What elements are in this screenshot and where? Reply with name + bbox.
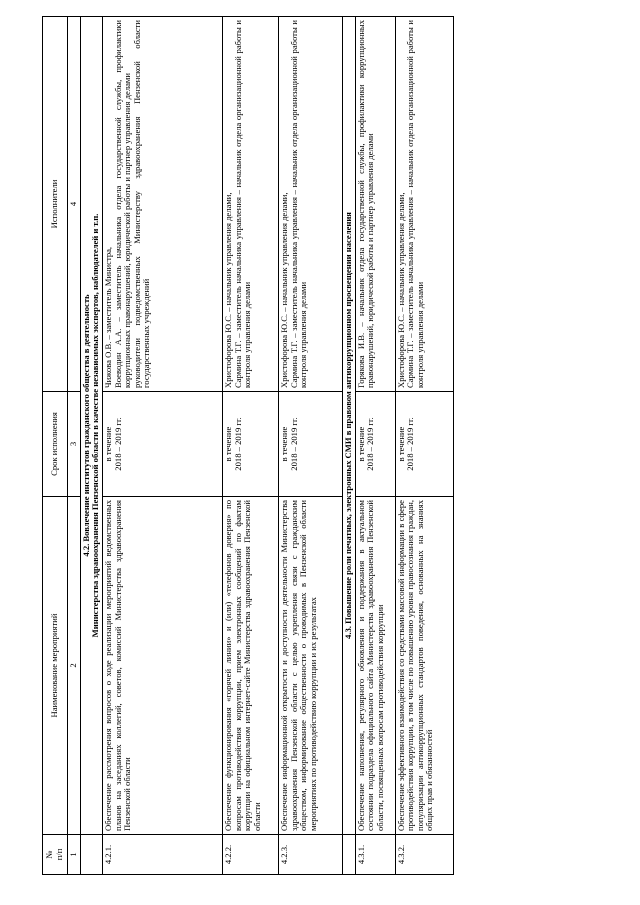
table-row <box>222 17 278 875</box>
table-row <box>395 17 453 875</box>
row-num: 4.3.2. <box>395 835 453 875</box>
section-cell-blank <box>342 835 355 875</box>
section-row-4-2 <box>80 17 102 875</box>
header-name: Наименование мероприятий <box>43 497 68 835</box>
row-num: 4.2.3. <box>278 835 342 875</box>
colnum-4: 4 <box>68 17 81 392</box>
row-exec: Христофорова Ю.С. – начальник управления делами, Сармина Т.Г. – заместитель начальника управления – начальник отдела организационной работы и контроля управления делами <box>222 17 278 392</box>
row-name: Обеспечение функционирования «горячей линии» и (или) «телефонов доверия» по вопросам противодействия коррупции, прием электронных сообщений по фактам коррупции на официальном интернет-сайте Министерства здравоохранения Пензенской области <box>222 497 278 835</box>
row-name: Обеспечение рассмотрения вопросов о ходе реализации мероприятий ведомственных планов на заседаниях коллегий, советов, комиссий Министерства здравоохранения Пензенской области <box>102 497 222 835</box>
row-exec: Христофорова Ю.С. – начальник управления делами, Сармина Т.Г. – заместитель начальника управления – начальник отдела организационной работы и контроля управления делами <box>278 17 342 392</box>
row-term: в течение 2018 – 2019 гг. <box>102 392 222 497</box>
row-exec: Горякова И.В. – начальник отдела государственной службы, профилактики коррупционных правонарушений, юридической работы и партнер управления делами <box>355 17 395 392</box>
row-name: Обеспечение эффективного взаимодействия со средствами массовой информации в сфере противодействия коррупции, в том числе по повышению уровня правосознания граждан, популяризации антикоррупционных стандартов поведения, основанных на знаниях общих прав и обязанностей <box>395 497 453 835</box>
table-row <box>355 17 395 875</box>
row-exec: Чижова О.В. – заместитель Министра, Воеводин А.А. – заместитель начальника отдела государственной службы, профилактики коррупционных правонарушений, юридической работы и партнер управления делами руководители подведомственных Министерству здравоохранения Пензенской области государственных учреждений <box>102 17 222 392</box>
row-num: 4.2.1. <box>102 835 222 875</box>
row-exec: Христофорова Ю.С. – начальник управления делами, Сармина Т.Г. – заместитель начальника управления – начальник отдела организационной работы и контроля управления делами <box>395 17 453 392</box>
header-num: № п/п <box>43 835 68 875</box>
colnum-1: 1 <box>68 835 81 875</box>
header-exec: Исполнители <box>43 17 68 392</box>
section-heading-4-2-title: 4.2. Вовлечение институтов гражданского общества в деятельность <box>80 294 91 557</box>
row-term: в течение 2018 – 2019 гг. <box>222 392 278 497</box>
colnum-3: 3 <box>68 392 81 497</box>
section-row-4-3 <box>342 17 355 875</box>
row-num: 4.3.1. <box>355 835 395 875</box>
header-term: Срок исполнения <box>43 392 68 497</box>
table-row <box>278 17 342 875</box>
row-num: 4.2.2. <box>222 835 278 875</box>
measures-table <box>42 16 454 875</box>
section-heading-4-3: 4.3. Повышение роли печатных, электронных СМИ в правовом антикоррупционном просвещении населения <box>342 17 355 835</box>
row-term: в течение 2018 – 2019 гг. <box>355 392 395 497</box>
table-row <box>102 17 222 875</box>
section-heading-4-2-continuation: Министерства здравоохранения Пензенской области в качестве независимых экспертов, наблюдателей и т.п. <box>90 213 101 638</box>
row-name: Обеспечение информационной открытости и доступности деятельности Министерства здравоохранения Пензенской области с целью укрепления связи с гражданским обществом, информирование общественности о проводимых в Пензенской области мероприятиях по противодействию коррупции и их результатах <box>278 497 342 835</box>
row-term: в течение 2018 – 2019 гг. <box>395 392 453 497</box>
column-number-row <box>68 17 81 875</box>
row-term: в течение 2018 – 2019 гг. <box>278 392 342 497</box>
section-heading-4-2 <box>80 17 102 835</box>
table-header-row <box>43 17 68 875</box>
row-name: Обеспечение наполнения, регулярного обновления и поддержания в актуальном состоянии подраздела официального сайта Министерства здравоохранения Пензенской области, посвященных вопросам противодействия коррупции <box>355 497 395 835</box>
colnum-2: 2 <box>68 497 81 835</box>
section-cell-blank <box>80 835 102 875</box>
